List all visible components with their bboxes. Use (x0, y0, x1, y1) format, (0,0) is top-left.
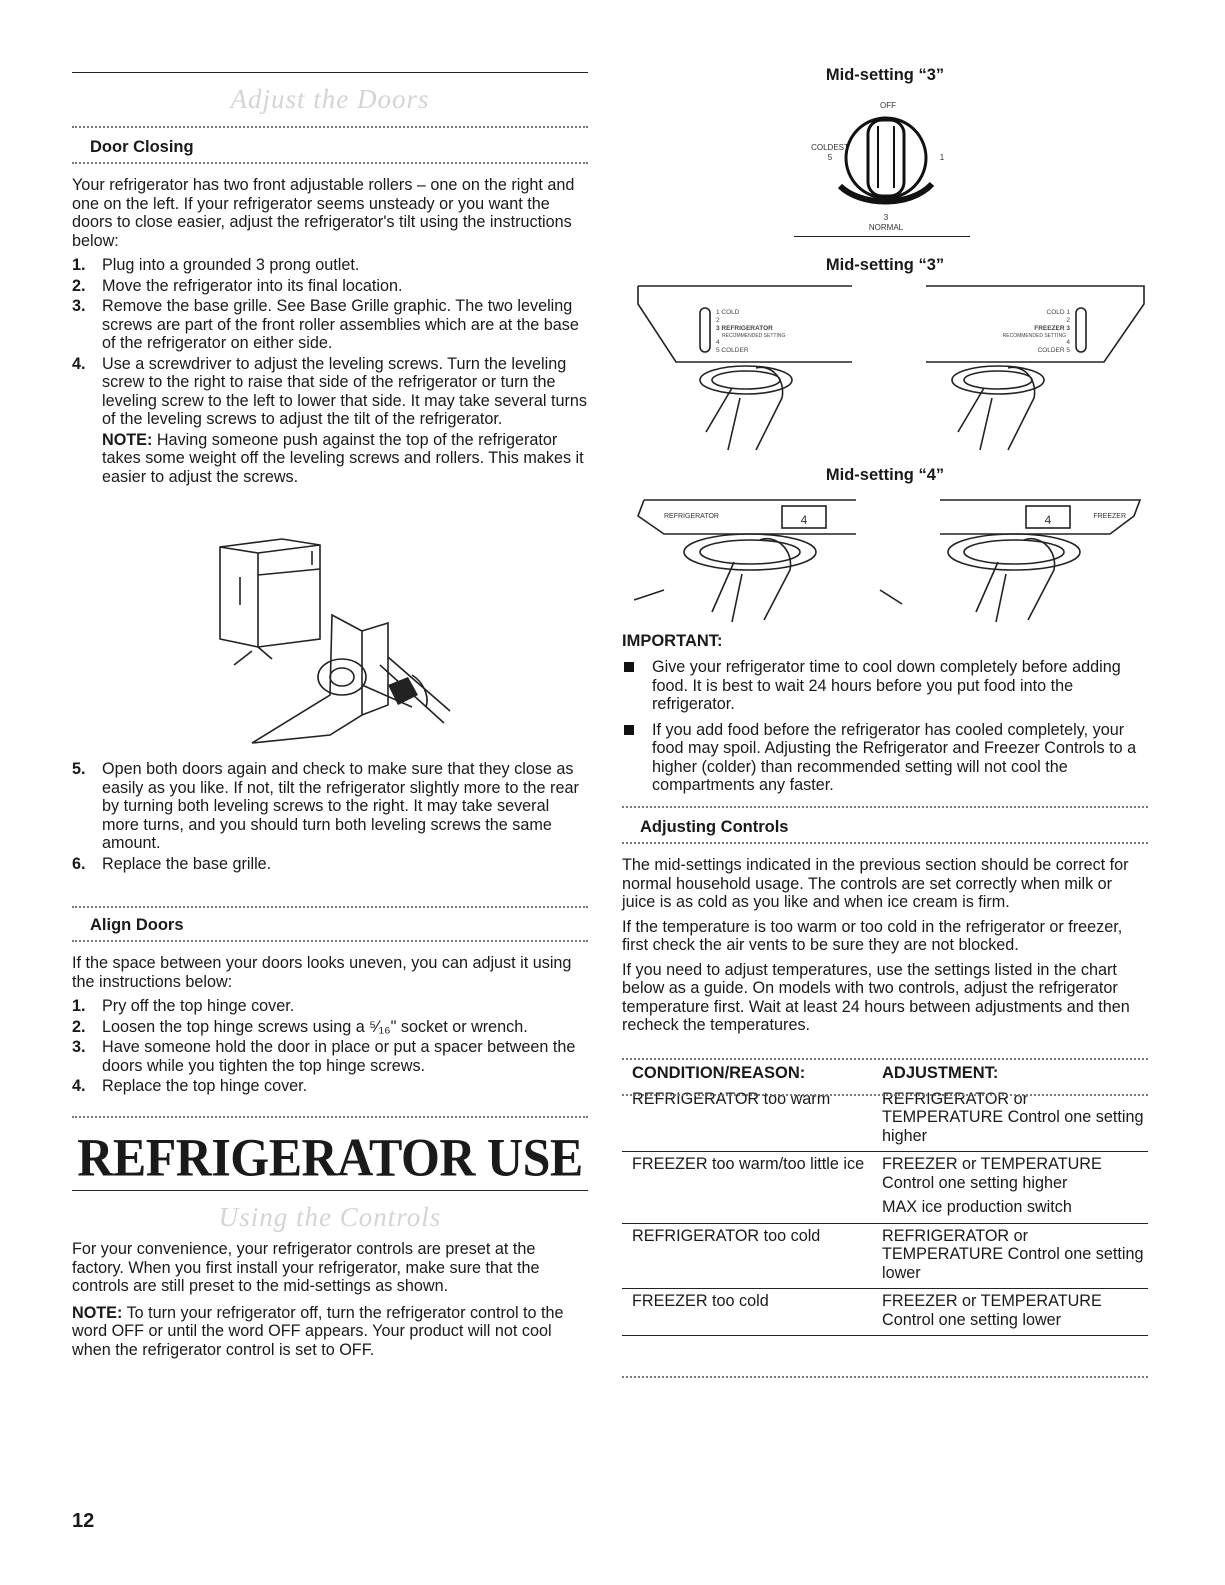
door-closing-steps (72, 256, 588, 429)
dial-coldest-label: COLDEST (811, 143, 849, 152)
step-item (72, 297, 588, 353)
step-text: Move the refrigerator into its final location. (102, 276, 403, 295)
main-title: REFRIGERATOR USE (77, 1126, 583, 1188)
controls-intro: For your convenience, your refrigerator controls are preset at the factory. When you first install your refrigerator, make sure that the controls are still preset to the mid-settings as shown. (72, 1240, 540, 1295)
dotted-rule (72, 1116, 588, 1118)
caption-mid-setting-panel: Mid-setting “3” (825, 256, 945, 274)
panel-left-cold: 1 COLD (716, 309, 740, 316)
caption-mid-setting-slider: Mid-setting “4” (825, 466, 945, 484)
step-item (72, 256, 588, 275)
slider-left-label: REFRIGERATOR (664, 513, 719, 520)
adjustment-text: REFRIGERATOR or TEMPERATURE Control one setting higher (882, 1089, 1144, 1145)
adjustment-text: REFRIGERATOR or TEMPERATURE Control one setting lower (882, 1226, 1144, 1282)
dial-off-label: OFF (880, 101, 896, 110)
important-label: IMPORTANT: (622, 632, 723, 650)
panel-controls-illustration (636, 282, 1148, 454)
dotted-rule (72, 940, 588, 942)
step-number: 2. (72, 276, 86, 295)
important-item (622, 721, 1148, 795)
step-item (72, 355, 588, 429)
table-row (622, 1223, 1148, 1289)
adjustment-cell (872, 1289, 1148, 1336)
step-item (72, 1018, 588, 1037)
dial-one-label: 1 (939, 153, 945, 162)
dotted-rule (622, 1094, 1148, 1096)
controls-body (72, 1240, 588, 1359)
header-condition: CONDITION/REASON: (632, 1064, 806, 1082)
adjusting-controls-body (622, 856, 1148, 1035)
step-number: 1. (72, 256, 86, 274)
step-number: 6. (72, 854, 86, 873)
condition-cell: REFRIGERATOR too warm (622, 1087, 872, 1152)
important-item-text: If you add food before the refrigerator has cooled completely, your food may spoil. Adjusting the Refrigerator and Freezer Controls to a higher (colder) than recommended setting will not cool the compartments any faster. (652, 720, 1137, 794)
step-text: Replace the base grille. (102, 854, 272, 873)
condition-cell: REFRIGERATOR too cold (622, 1223, 872, 1289)
adjustment-table-header (622, 1060, 1148, 1087)
adjustment-cell (872, 1223, 1148, 1289)
door-closing-body (72, 176, 588, 486)
step-number: 2. (72, 1017, 86, 1036)
section-title-adjust-doors: Adjust the Doors (230, 84, 430, 114)
condition-cell: FREEZER too cold (622, 1289, 872, 1336)
door-closing-note: NOTE: Having someone push against the top of the refrigerator takes some weight off the leveling screws and rollers. This makes it easier to adjust the screws. (102, 430, 584, 486)
door-closing-steps-2 (72, 760, 588, 873)
panel-right-two: 2 (1066, 317, 1070, 324)
panel-right-colder: COLDER 5 (1037, 347, 1070, 354)
adjustment-cell (872, 1087, 1148, 1152)
slider-right-value: 4 (1044, 513, 1052, 527)
slider-left-value: 4 (800, 513, 808, 527)
door-closing-intro: Your refrigerator has two front adjustable rollers – one on the right and one on the left. If your refrigerator seems unsteady or you want the doors to close easier, adjust the refrigerator's tilt using the instructions below: (72, 176, 575, 250)
panel-right-four: 4 (1066, 339, 1070, 346)
condition-cell: FREEZER too warm/too little ice (622, 1152, 872, 1224)
step-number: 4. (72, 1077, 86, 1095)
slider-right-label: FREEZER (1093, 513, 1126, 520)
table-row (622, 1087, 1148, 1152)
step-text: Plug into a grounded 3 prong outlet. (102, 256, 360, 274)
leveling-screw-illustration (212, 535, 452, 760)
panel-left-name: 3 REFRIGERATOR (716, 325, 773, 332)
step-item (72, 1038, 588, 1075)
adjusting-controls-heading: Adjusting Controls (640, 818, 789, 836)
align-doors-intro: If the space between your doors looks uneven, you can adjust it using the instructions below: (72, 954, 572, 991)
adjustment-table (622, 1060, 1148, 1336)
caption-mid-setting-dial: Mid-setting “3” (825, 66, 945, 84)
dial-normal-label: NORMAL (868, 223, 904, 232)
step-item (72, 855, 588, 874)
adjustment-text: FREEZER or TEMPERATURE Control one setting higher (882, 1155, 1102, 1192)
adjusting-p2: If the temperature is too warm or too cold in the refrigerator or freezer, first check the air vents to be sure they are not blocked. (622, 917, 1123, 954)
panel-left-rec: RECOMMENDED SETTING (722, 333, 786, 339)
dial-five-label: 5 (827, 153, 833, 162)
door-closing-heading: Door Closing (90, 138, 194, 156)
important-item (622, 658, 1148, 714)
panel-right-rec: RECOMMENDED SETTING (1002, 333, 1066, 339)
bullet-square-icon (624, 662, 634, 672)
controls-note: NOTE: To turn your refrigerator off, turn the refrigerator control to the word OFF or until the word OFF appears. Your product will not cool when the refrigerator control is set to OFF. (72, 1303, 564, 1359)
step-number: 4. (72, 354, 86, 373)
adjustment-cell (872, 1152, 1148, 1224)
dial-three-label: 3 (883, 213, 889, 222)
step-item (72, 760, 588, 853)
adjustment-extra-text: MAX ice production switch (882, 1198, 1072, 1216)
panel-right-cold: COLD 1 (1046, 309, 1070, 316)
important-item-text: Give your refrigerator time to cool down completely before adding food. It is best to wait 24 hours before you put food into the refrigerator. (652, 658, 1121, 713)
door-closing-steps-continued (72, 760, 588, 875)
align-doors-heading: Align Doors (90, 916, 184, 934)
step-item (72, 997, 588, 1016)
dial-underline (794, 236, 970, 237)
dotted-rule (72, 906, 588, 908)
align-doors-body (72, 954, 588, 1098)
bullet-square-icon (624, 725, 634, 735)
important-list (622, 658, 1148, 802)
table-row (622, 1152, 1148, 1224)
step-number: 5. (72, 760, 86, 778)
dotted-rule (622, 1376, 1148, 1378)
step-item (72, 277, 588, 296)
step-text: Loosen the top hinge screws using a ⁵⁄₁₆" socket or wrench. (102, 1017, 528, 1036)
step-number: 1. (72, 997, 86, 1015)
section-rule (72, 1190, 588, 1191)
adjusting-p3: If you need to adjust temperatures, use the settings listed in the chart below as a guide. On models with two controls, adjust the refrigerator temperature first. Wait at least 24 hours between adjustments and then recheck the temperatures. (622, 960, 1130, 1034)
step-item (72, 1077, 588, 1096)
table-row (622, 1289, 1148, 1336)
adjusting-p1: The mid-settings indicated in the previous section should be correct for normal household usage. The controls are set correctly when milk or juice is as cold as you like and when ice cream is firm. (622, 856, 1129, 911)
section-rule (72, 72, 588, 73)
dotted-rule (622, 842, 1148, 844)
page-number: 12 (72, 1510, 95, 1532)
dotted-rule (72, 126, 588, 128)
step-text: Have someone hold the door in place or put a spacer between the doors while you tighten the top hinge screws. (102, 1038, 576, 1075)
dotted-rule (622, 806, 1148, 808)
panel-right-name: FREEZER 3 (1034, 325, 1070, 332)
slider-controls-illustration (634, 494, 1148, 624)
step-number: 3. (72, 1038, 86, 1056)
step-text: Pry off the top hinge cover. (102, 997, 295, 1015)
step-text: Replace the top hinge cover. (102, 1077, 308, 1095)
panel-left-four: 4 (716, 339, 720, 346)
step-text: Open both doors again and check to make sure that they close as easily as you like. If not, tilt the refrigerator slightly more to the rear by turning both leveling screws to the right. It may take several more turns, and you should turn both leveling screws the same amount. (102, 760, 579, 852)
align-doors-steps (72, 997, 588, 1096)
adjustment-text: FREEZER or TEMPERATURE Control one setting lower (882, 1292, 1102, 1329)
panel-left-colder: 5 COLDER (716, 347, 749, 354)
step-text: Remove the base grille. See Base Grille graphic. The two leveling screws are part of the front roller assemblies which are at the base of the refrigerator on either side. (102, 297, 579, 352)
header-adjustment: ADJUSTMENT: (882, 1064, 999, 1082)
dotted-rule (72, 162, 588, 164)
step-text: Use a screwdriver to adjust the leveling screws. Turn the leveling screw to the right to raise that side of the refrigerator or turn the leveling screw to the left to lower that side. It may take several turns of the leveling screws to adjust the tilt of the refrigerator. (102, 354, 587, 428)
panel-left-two: 2 (716, 317, 720, 324)
section-title-using-controls: Using the Controls (218, 1202, 442, 1232)
dial-control-illustration (800, 96, 970, 236)
step-number: 3. (72, 297, 86, 315)
